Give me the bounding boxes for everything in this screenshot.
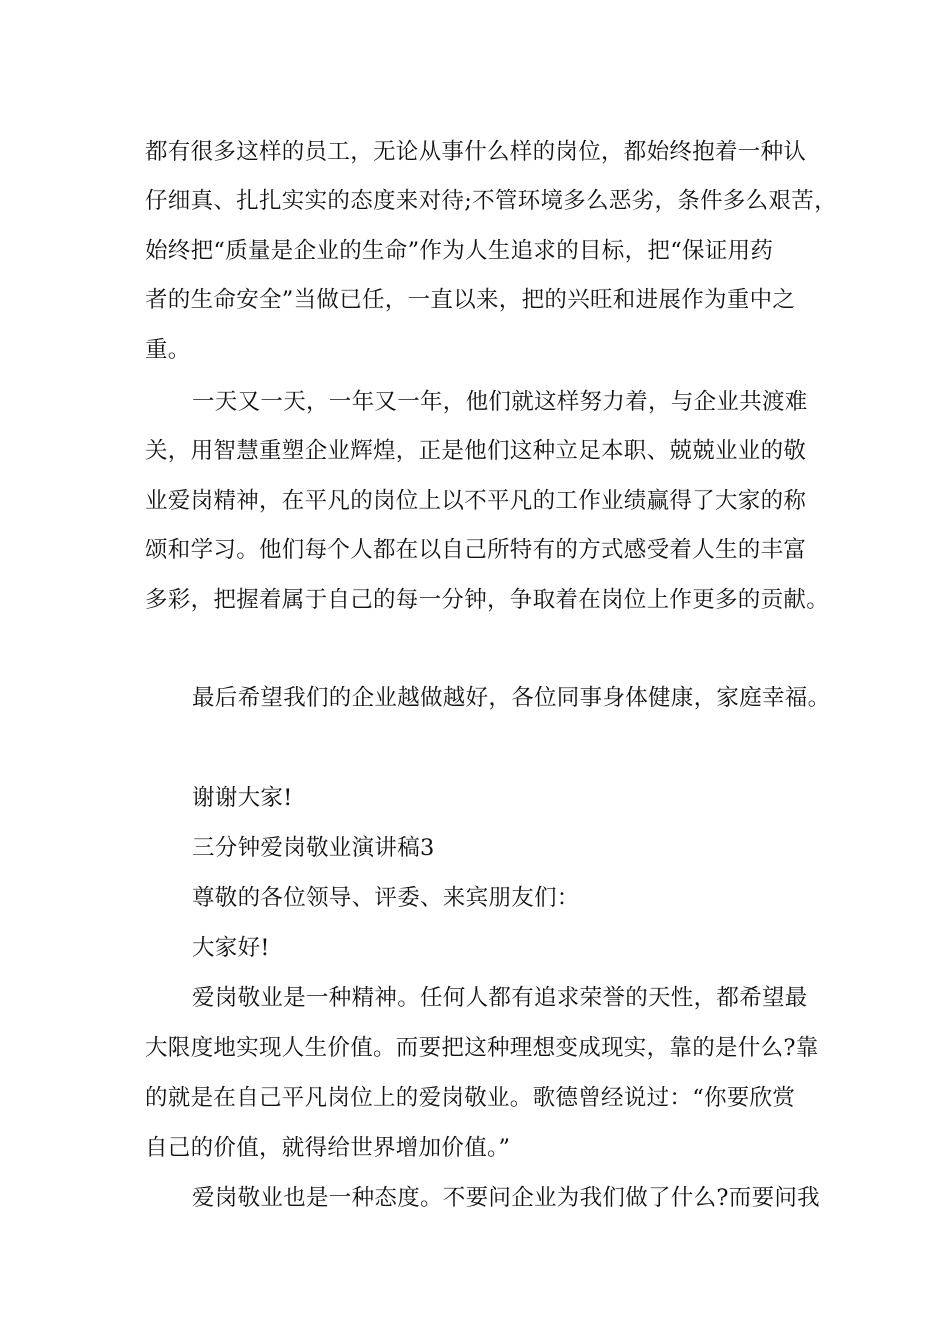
paragraph-line: 一天又一天，一年又一年，他们就这样努力着，与企业共渡难 [192, 389, 808, 415]
paragraph-line: 爱岗敬业是一种精神。任何人都有追求荣誉的天性，都希望最 [192, 985, 808, 1011]
paragraph-line: 的就是在自己平凡岗位上的爱岗敬业。歌德曾经说过：“你要欣赏 [145, 1085, 796, 1111]
section-title: 三分钟爱岗敬业演讲稿3 [192, 835, 435, 861]
paragraph-line: 颂和学习。他们每个人都在以自己所特有的方式感受着人生的丰富 [145, 537, 807, 563]
paragraph-line: 大限度地实现人生价值。而要把这种理想变成现实，靠的是什么?靠 [145, 1035, 819, 1061]
greeting: 大家好! [192, 935, 270, 961]
paragraph-line: 仔细真、扎扎实实的态度来对待;不管环境多么恶劣，条件多么艰苦， [145, 188, 837, 214]
paragraph-line: 多彩，把握着属于自己的每一分钟，争取着在岗位上作更多的贡献。 [145, 587, 830, 613]
paragraph-line: 爱岗敬业也是一种态度。不要问企业为我们做了什么?而要问我 [192, 1185, 820, 1211]
paragraph-line: 都有很多这样的员工，无论从事什么样的岗位，都始终抱着一种认 [145, 139, 807, 165]
paragraph-line: 者的生命安全”当做已任，一直以来，把的兴旺和进展作为重中之 [145, 287, 796, 313]
paragraph-line: 自己的价值，就得给世界增加价值。” [145, 1135, 511, 1161]
paragraph-line: 始终把“质量是企业的生命”作为人生追求的目标，把“保证用药 [145, 238, 774, 264]
paragraph-line: 业爱岗精神，在平凡的岗位上以不平凡的工作业绩赢得了大家的称 [145, 488, 807, 514]
thanks-line: 谢谢大家! [192, 785, 293, 811]
paragraph-line: 重。 [145, 337, 191, 363]
closing-wish: 最后希望我们的企业越做越好，各位同事身体健康，家庭幸福。 [192, 685, 831, 711]
salutation: 尊敬的各位领导、评委、来宾朋友们： [192, 885, 580, 911]
paragraph-line: 关，用智慧重塑企业辉煌，正是他们这种立足本职、兢兢业业的敬 [145, 438, 807, 464]
